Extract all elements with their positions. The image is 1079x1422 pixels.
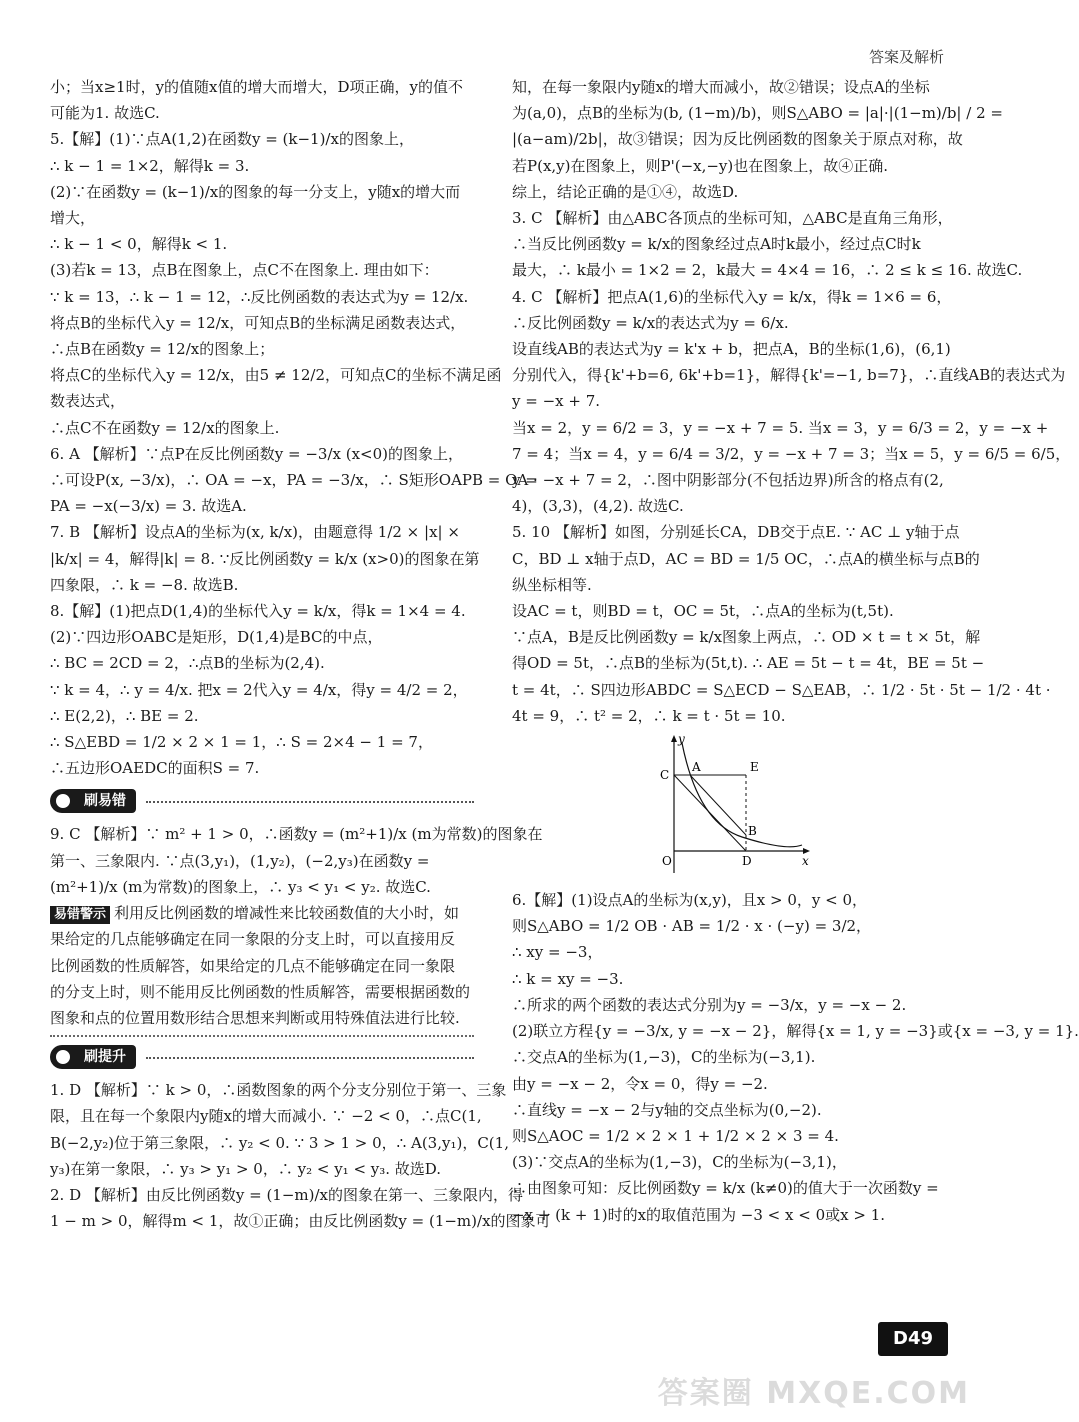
text-line: 6. A 【解析】∵点P在反比例函数y = −3/x (x<0)的图象上， (50, 444, 464, 463)
text-line: −x + (k + 1)时的x的取值范围为 −3 < x < 0或x > 1. (512, 1205, 886, 1224)
text-line: 综上，结论正确的是①④，故选D. (512, 182, 739, 201)
watermark-logo: 答案圈 MXQE.COM (657, 1376, 970, 1411)
text-line: 为(a,0)，点B的坐标为(b, (1−m)/b)，则S△ABO = |a|·|(1−m)/b| / 2 = (512, 104, 1003, 123)
text-line: (3)若k = 13，点B在图象上，点C不在图象上. 理由如下： (50, 261, 439, 280)
mistake-warning-note (50, 900, 474, 1037)
function-graph-figure (512, 733, 952, 883)
warning-line: 果给定的几点能够确定在同一象限的分支上时，可以直接用反 (50, 930, 456, 949)
text-line: 7. B 【解析】设点A的坐标为(x, k/x)，由题意得 1/2 × |x| × (50, 523, 460, 542)
text-line: ∴点B在函数y = 12/x的图象上； (50, 340, 275, 359)
text-line: y₃)在第一象限，∴ y₃ > y₁ > 0，∴ y₂ < y₁ < y₃. 故选D. (50, 1159, 442, 1178)
section-banner-easy-mistakes (50, 787, 474, 817)
text-line: 当x = 2，y = 6/2 = 3，y = −x + 7 = 5. 当x = 3，y = 6/3 = 2，y = −x + (512, 418, 1049, 437)
right-text-block-2 (512, 887, 1079, 1228)
text-line: ∴ k = xy = −3. (512, 969, 624, 988)
text-line: 4t = 9，∴ t² = 2，∴ k = t · 5t = 10. (512, 706, 786, 725)
text-line: ∵点A，B是反比例函数y = k/x图象上两点，∴ OD × t = t × 5t，解 (512, 628, 981, 647)
warning-text: 利用反比例函数的增减性来比较函数值的大小时，如 (114, 904, 460, 923)
text-line: 5.【解】(1)∵点A(1,2)在函数y = (k−1)/x的图象上， (50, 130, 414, 149)
text-line: ∴可设P(x, −3/x)，∴ OA = −x，PA = −3/x，∴ S矩形OAPB = OA · (50, 471, 538, 490)
text-line: |k/x| = 4，解得|k| = 8. ∵反比例函数y = k/x (x>0)的图象在第 (50, 549, 480, 568)
text-line: 则S△ABO = 1/2 OB · AB = 1/2 · x · (−y) = 3/2， (512, 917, 872, 936)
banner-label: 刷易错 (50, 789, 136, 813)
banner-label-2: 刷提升 (50, 1045, 136, 1069)
warning-line: 的分支上时，则不能用反比例函数的性质解答，需要根据函数的 (50, 982, 471, 1001)
warning-line: 图象和点的位置用数形结合思想来判断或用特殊值法进行比较. (50, 1008, 460, 1027)
text-line: ∴ BC = 2CD = 2，∴点B的坐标为(2,4). (50, 654, 325, 673)
left-text-block-3 (50, 1077, 551, 1234)
point-e-label: E (750, 760, 759, 775)
text-line: 得OD = 5t，∴点B的坐标为(5t,t). ∴ AE = 5t − t = 4t，BE = 5t − (512, 654, 985, 673)
text-line: PA = −x(−3/x) = 3. 故选A. (50, 497, 247, 516)
text-line: ∴ xy = −3， (512, 943, 603, 962)
text-line: ∴ E(2,2)，∴ BE = 2. (50, 706, 199, 725)
text-line: 若P(x,y)在图象上，则P'(−x,−y)也在图象上，故④正确. (512, 156, 889, 175)
origin-label: O (662, 854, 672, 869)
text-line: 2. D 【解析】由反比例函数y = (1−m)/x的图象在第一、三象限内，得 (50, 1185, 524, 1204)
text-line: 7 = 4；当x = 4，y = 6/4 = 3/2，y = −x + 7 = 3；当x = 5，y = 6/5 = 6/5， (512, 444, 1071, 463)
text-line: 1 − m > 0，解得m < 1，故①正确；由反比例函数y = (1−m)/x的图象可 (50, 1212, 551, 1231)
text-line: C，BD ⊥ x轴于点D，AC = BD = 1/5 OC，∴点A的横坐标与点B的 (512, 549, 980, 568)
text-line: 9. C 【解析】∵ m² + 1 > 0，∴函数y = (m²+1)/x (m为常数)的图象在 (50, 825, 543, 844)
text-line: |(a−am)/2b|，故③错误；因为反比例函数的图象关于原点对称，故 (512, 130, 963, 149)
text-line: ∴由图象可知：反比例函数y = k/x (k≠0)的值大于一次函数y = (512, 1179, 939, 1198)
text-line: 知，在每一象限内y随x的增大而减小，故②错误；设点A的坐标 (512, 78, 930, 96)
text-line: (m²+1)/x (m为常数)的图象上，∴ y₃ < y₁ < y₂. 故选C. (50, 877, 431, 896)
point-c-label: C (660, 768, 670, 783)
text-line: y = −x + 7 = 2，∴图中阴影部分(不包括边界)所含的格点有(2, (512, 471, 944, 490)
text-line: 分别代入，得{k'+b=6, 6k'+b=1}，解得{k'=−1, b=7}，∴直线AB的表达式为 (512, 366, 1066, 385)
point-b-label: B (748, 824, 757, 839)
text-line: (2)∵在函数y = (k−1)/x的图象的每一分支上，y随x的增大而 (50, 182, 461, 201)
text-line: ∴ S△EBD = 1/2 × 2 × 1 = 1，∴ S = 2×4 − 1 = 7， (50, 733, 433, 752)
text-line: 则S△AOC = 1/2 × 2 × 1 + 1/2 × 2 × 3 = 4. (512, 1126, 839, 1145)
text-line: 3. C 【解析】由△ABC各顶点的坐标可知，△ABC是直角三角形， (512, 209, 953, 228)
point-a-label: A (692, 760, 701, 775)
text-line: ∴五边形OAEDC的面积S = 7. (50, 759, 260, 778)
text-line: 由y = −x − 2，令x = 0，得y = −2. (512, 1074, 768, 1093)
left-text-block-2 (50, 821, 543, 900)
warning-line: 比例函数的性质解答，如果给定的几点不能够确定在同一象限 (50, 956, 456, 975)
text-line: 数表达式， (50, 392, 126, 411)
banner-rule-2 (146, 1057, 474, 1059)
text-line: (2)联立方程{y = −3/x, y = −x − 2}，解得{x = 1, y = −3}或{x = −3, y = 1}. (512, 1022, 1079, 1041)
left-text-block (50, 74, 538, 781)
warning-line (50, 900, 474, 926)
text-line: 可能为1. 故选C. (50, 104, 160, 123)
text-line: 将点C的坐标代入y = 12/x，由5 ≠ 12/2，可知点C的坐标不满足函 (50, 366, 502, 385)
text-line: 1. D 【解析】∵ k > 0，∴函数图象的两个分支分别位于第一、三象 (50, 1081, 507, 1100)
text-line: 设直线AB的表达式为y = k'x + b，把点A，B的坐标(1,6)，(6,1) (512, 340, 951, 359)
axis-x-label: x (802, 854, 809, 869)
text-line: 纵坐标相等. (512, 575, 592, 594)
text-line: ∴ k − 1 < 0，解得k < 1. (50, 235, 228, 254)
text-line: 4)，(3,3)，(4,2). 故选C. (512, 497, 684, 516)
banner-rule (146, 801, 474, 803)
text-line: 四象限，∴ k = −8. 故选B. (50, 575, 239, 594)
hyperbola-graph (652, 733, 812, 883)
section-banner-improve (50, 1043, 474, 1073)
text-line: 设AC = t，则BD = t，OC = 5t，∴点A的坐标为(t,5t). (512, 602, 894, 621)
page-number: D49 (878, 1322, 948, 1356)
text-line: ∴点C不在函数y = 12/x的图象上. (50, 418, 280, 437)
warning-label: 易错警示 (50, 906, 110, 924)
point-d-label: D (742, 854, 752, 869)
text-line: (2)∵四边形OABC是矩形，D(1,4)是BC的中点， (50, 628, 383, 647)
text-line: ∴交点A的坐标为(1,−3)，C的坐标为(−3,1). (512, 1048, 816, 1067)
text-line: 第一、三象限内. ∵点(3,y₁)，(1,y₂)，(−2,y₃)在函数y = (50, 851, 430, 870)
right-column (512, 74, 1079, 1228)
text-line: ∴直线y = −x − 2与y轴的交点坐标为(0,−2). (512, 1100, 822, 1119)
text-line: ∴反比例函数y = k/x的表达式为y = 6/x. (512, 313, 789, 332)
text-line: 将点B的坐标代入y = 12/x，可知点B的坐标满足函数表达式， (50, 313, 466, 332)
right-text-block (512, 74, 1071, 729)
text-line: 8.【解】(1)把点D(1,4)的坐标代入y = k/x，得k = 1×4 = 4. (50, 602, 466, 621)
text-line: 限，且在每一个象限内y随x的增大而减小. ∵ −2 < 0，∴点C(1, (50, 1107, 482, 1126)
text-line: ∴所求的两个函数的表达式分别为y = −3/x，y = −x − 2. (512, 995, 907, 1014)
text-line: 小；当x≥1时，y的值随x值的增大而增大，D项正确，y的值不 (50, 78, 464, 96)
text-line: t = 4t，∴ S四边形ABDC = S△ECD − S△EAB，∴ 1/2 · 5t · 5t − 1/2 · 4t · (512, 680, 1051, 699)
text-line: 最大，∴ k最小 = 1×2 = 2，k最大 = 4×4 = 16，∴ 2 ≤ k ≤ 16. 故选C. (512, 261, 1023, 280)
text-line: ∴当反比例函数y = k/x的图象经过点A时k最小，经过点C时k (512, 235, 921, 254)
text-line: 5. 10 【解析】如图，分别延长CA，DB交于点E. ∵ AC ⊥ y轴于点 (512, 523, 960, 542)
text-line: 6.【解】(1)设点A的坐标为(x,y)，且x > 0，y < 0， (512, 891, 868, 910)
text-line: ∵ k = 13，∴ k − 1 = 12，∴反比例函数的表达式为y = 12/x. (50, 287, 469, 306)
text-line: (3)∵交点A的坐标为(1,−3)，C的坐标为(−3,1)， (512, 1153, 847, 1172)
text-line: ∵ k = 4，∴ y = 4/x. 把x = 2代入y = 4/x，得y = 4/2 = 2， (50, 680, 468, 699)
text-line: 增大， (50, 209, 96, 228)
running-header: 答案及解析 (868, 48, 944, 66)
text-line: 4. C 【解析】把点A(1,6)的坐标代入y = k/x，得k = 1×6 = 6， (512, 287, 952, 306)
left-column (50, 74, 551, 1234)
text-line: ∴ k − 1 = 1×2，解得k = 3. (50, 156, 250, 175)
text-line: B(−2,y₂)位于第三象限，∴ y₂ < 0. ∵ 3 > 1 > 0，∴ A(3,y₁)，C(1, (50, 1133, 509, 1152)
axis-y-label: y (678, 732, 685, 747)
text-line: y = −x + 7. (512, 392, 601, 411)
